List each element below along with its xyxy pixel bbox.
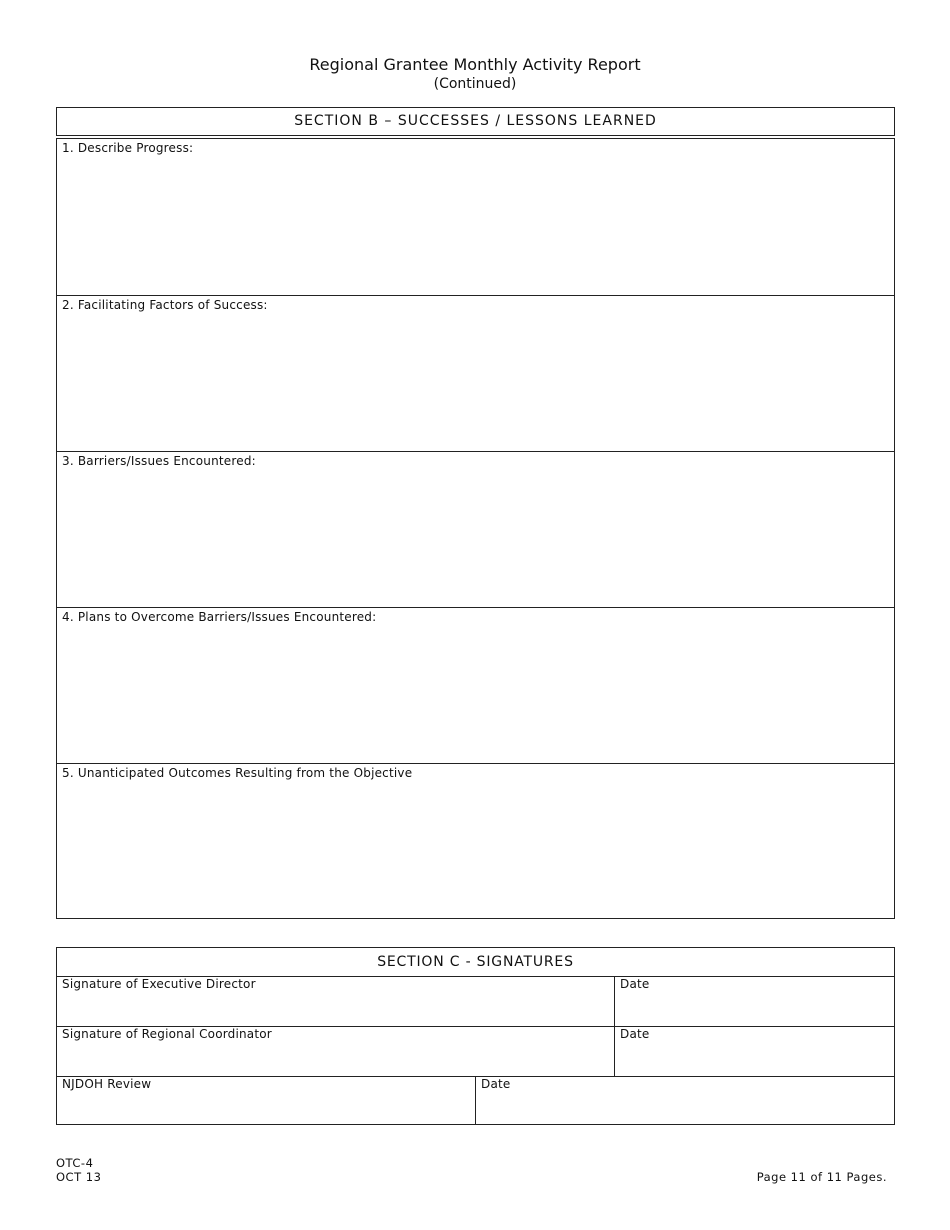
- field-label: 4. Plans to Overcome Barriers/Issues Encountered:: [62, 610, 377, 624]
- field-label: 5. Unanticipated Outcomes Resulting from the Objective: [62, 766, 413, 780]
- page-title: Regional Grantee Monthly Activity Report: [309, 55, 641, 74]
- field-label: 3. Barriers/Issues Encountered:: [62, 454, 256, 468]
- section-c-signatures: [56, 947, 895, 1125]
- page-number: Page 11 of 11 Pages.: [756, 1170, 887, 1184]
- field-label: Signature of Regional Coordinator: [62, 1027, 272, 1041]
- field-label: 1. Describe Progress:: [62, 141, 194, 155]
- section-b-fields: [56, 138, 895, 919]
- section-c-heading: SECTION C - SIGNATURES: [377, 954, 574, 970]
- page-subtitle: (Continued): [433, 76, 517, 92]
- field-unanticipated-outcomes[interactable]: [57, 763, 894, 918]
- section-b-header-box: [56, 107, 895, 136]
- section-c-header: [57, 948, 894, 976]
- signature-row-regional-coordinator: [57, 1026, 894, 1076]
- field-label: NJDOH Review: [62, 1077, 152, 1091]
- date-field-executive-director[interactable]: [615, 977, 894, 1026]
- field-barriers-issues[interactable]: [57, 451, 894, 607]
- signature-field-njdoh-review[interactable]: [57, 1077, 474, 1124]
- signature-row-njdoh-review: [57, 1076, 894, 1124]
- field-label: Date: [481, 1077, 511, 1091]
- form-date: OCT 13: [56, 1170, 102, 1184]
- field-label: Date: [620, 977, 650, 991]
- field-facilitating-factors[interactable]: [57, 295, 894, 451]
- signature-field-executive-director[interactable]: [57, 977, 614, 1026]
- field-label: Date: [620, 1027, 650, 1041]
- field-describe-progress[interactable]: [57, 139, 894, 295]
- section-b-heading: SECTION B – SUCCESSES / LESSONS LEARNED: [294, 113, 657, 129]
- field-label: 2. Facilitating Factors of Success:: [62, 298, 268, 312]
- field-label: Signature of Executive Director: [62, 977, 256, 991]
- form-code: OTC-4: [56, 1156, 94, 1170]
- date-field-regional-coordinator[interactable]: [615, 1027, 894, 1076]
- field-plans-to-overcome[interactable]: [57, 607, 894, 763]
- signature-row-executive-director: [57, 976, 894, 1026]
- date-field-njdoh-review[interactable]: [476, 1077, 894, 1124]
- signature-field-regional-coordinator[interactable]: [57, 1027, 614, 1076]
